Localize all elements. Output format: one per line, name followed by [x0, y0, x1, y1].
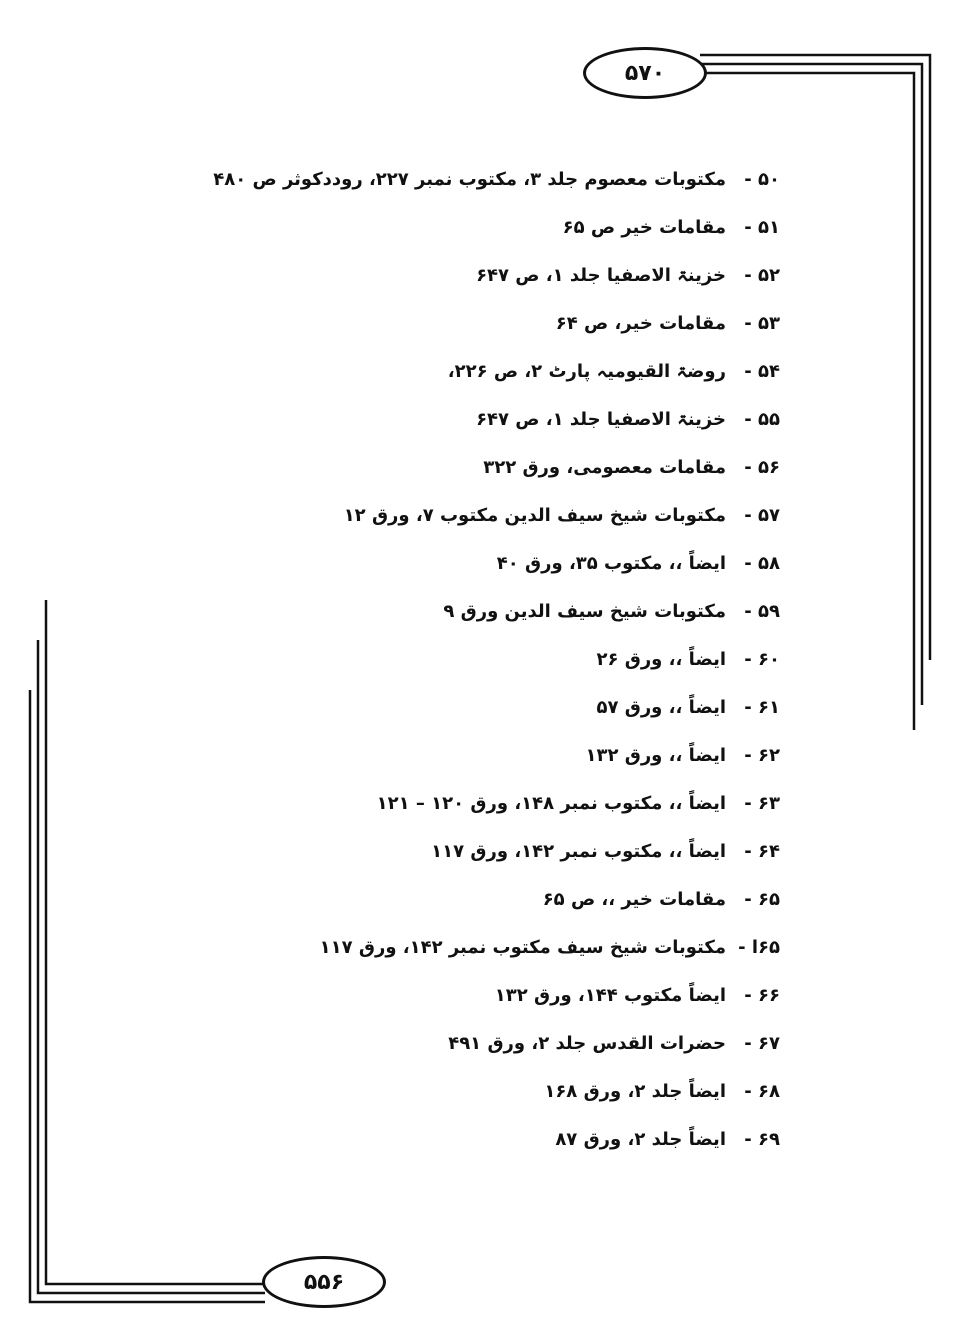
note-text: خزینۃ الاصفیا جلد ۱، ص ۶۴۷	[476, 409, 726, 430]
note-item	[585, 736, 780, 776]
note-text: ایضاً جلد ۲، ورق ۱۶۸	[544, 1081, 726, 1102]
note-number: ۵۷ -	[744, 505, 780, 526]
note-item	[483, 448, 780, 488]
note-item	[544, 1072, 780, 1112]
note-item	[443, 592, 780, 632]
note-item	[563, 208, 780, 248]
note-item	[213, 160, 780, 200]
note-number: ۵۰ -	[744, 169, 780, 190]
note-number: ۶۲ -	[744, 745, 780, 766]
note-text: روضۃ القیومیہ پارٹ ۲، ص ۲۲۶،	[447, 361, 726, 382]
note-item	[596, 688, 780, 728]
note-text: مکتوبات معصوم جلد ۳، مکتوب نمبر ۲۲۷، روددکوثر ص ۴۸۰	[213, 169, 726, 190]
note-text: مقامات خیر ص ۶۵	[562, 217, 726, 238]
note-number: ۵۲ -	[744, 265, 780, 286]
note-text: مقامات خیر ،، ص ۶۵	[542, 889, 726, 910]
note-text: مکتوبات شیخ سیف الدین مکتوب ۷، ورق ۱۲	[343, 505, 726, 526]
note-item	[596, 640, 780, 680]
note-item	[431, 832, 780, 872]
note-number: ۶۸ -	[744, 1081, 780, 1102]
note-item	[497, 544, 780, 584]
note-number: ۶۳ -	[744, 793, 780, 814]
note-number: ۵۴ -	[744, 361, 780, 382]
note-number: ۵۹ -	[744, 601, 780, 622]
note-number: ۶۴ -	[744, 841, 780, 862]
note-number: ۶۵ -	[744, 889, 780, 910]
note-text: مقامات خیر، ص ۶۴	[555, 313, 726, 334]
note-item	[556, 304, 780, 344]
note-text: مکتوبات شیخ سیف مکتوب نمبر ۱۴۲، ورق ۱۱۷	[319, 937, 726, 958]
note-number: ۶۹ -	[744, 1129, 780, 1150]
note-number: ۶۵ا -	[738, 937, 780, 958]
note-item	[448, 1024, 780, 1064]
note-text: ایضاً ،، ورق ۱۳۲	[585, 745, 726, 766]
note-item	[495, 976, 780, 1016]
note-item	[476, 256, 780, 296]
page-number-top: ۵۷۰	[583, 47, 707, 99]
note-item	[448, 352, 780, 392]
note-number: ۶۷ -	[744, 1033, 780, 1054]
note-text: ایضاً ،، ورق ۲۶	[596, 649, 726, 670]
note-item	[320, 928, 780, 968]
note-item	[344, 496, 780, 536]
note-number: ۵۸ -	[744, 553, 780, 574]
note-number: ۶۰ -	[744, 649, 780, 670]
note-text: مقامات معصومی، ورق ۳۲۲	[483, 457, 726, 478]
note-number: ۶۱ -	[744, 697, 780, 718]
note-number: ۶۶ -	[744, 985, 780, 1006]
note-number: ۵۶ -	[744, 457, 780, 478]
note-item	[555, 1120, 780, 1160]
note-text: ایضاً ،، مکتوب ۳۵، ورق ۴۰	[496, 553, 726, 574]
note-text: مکتوبات شیخ سیف الدین ورق ۹	[443, 601, 726, 622]
note-item	[543, 880, 780, 920]
note-text: خزینۃ الاصفیا جلد ۱، ص ۶۴۷	[476, 265, 726, 286]
page-number-bottom: ۵۵۶	[262, 1256, 386, 1308]
note-text: ایضاً ،، مکتوب نمبر ۱۴۲، ورق ۱۱۷	[431, 841, 726, 862]
note-number: ۵۵ -	[744, 409, 780, 430]
note-text: ایضاً جلد ۲، ورق ۸۷	[555, 1129, 726, 1150]
note-item	[476, 400, 780, 440]
note-text: ایضاً ،، ورق ۵۷	[596, 697, 726, 718]
note-number: ۵۱ -	[744, 217, 780, 238]
note-text: ایضاً ،، مکتوب نمبر ۱۴۸، ورق ۱۲۰ – ۱۲۱	[376, 793, 726, 814]
note-text: ایضاً مکتوب ۱۴۴، ورق ۱۳۲	[494, 985, 726, 1006]
note-text: حضرات القدس جلد ۲، ورق ۴۹۱	[448, 1033, 726, 1054]
note-number: ۵۳ -	[744, 313, 780, 334]
note-item	[377, 784, 780, 824]
